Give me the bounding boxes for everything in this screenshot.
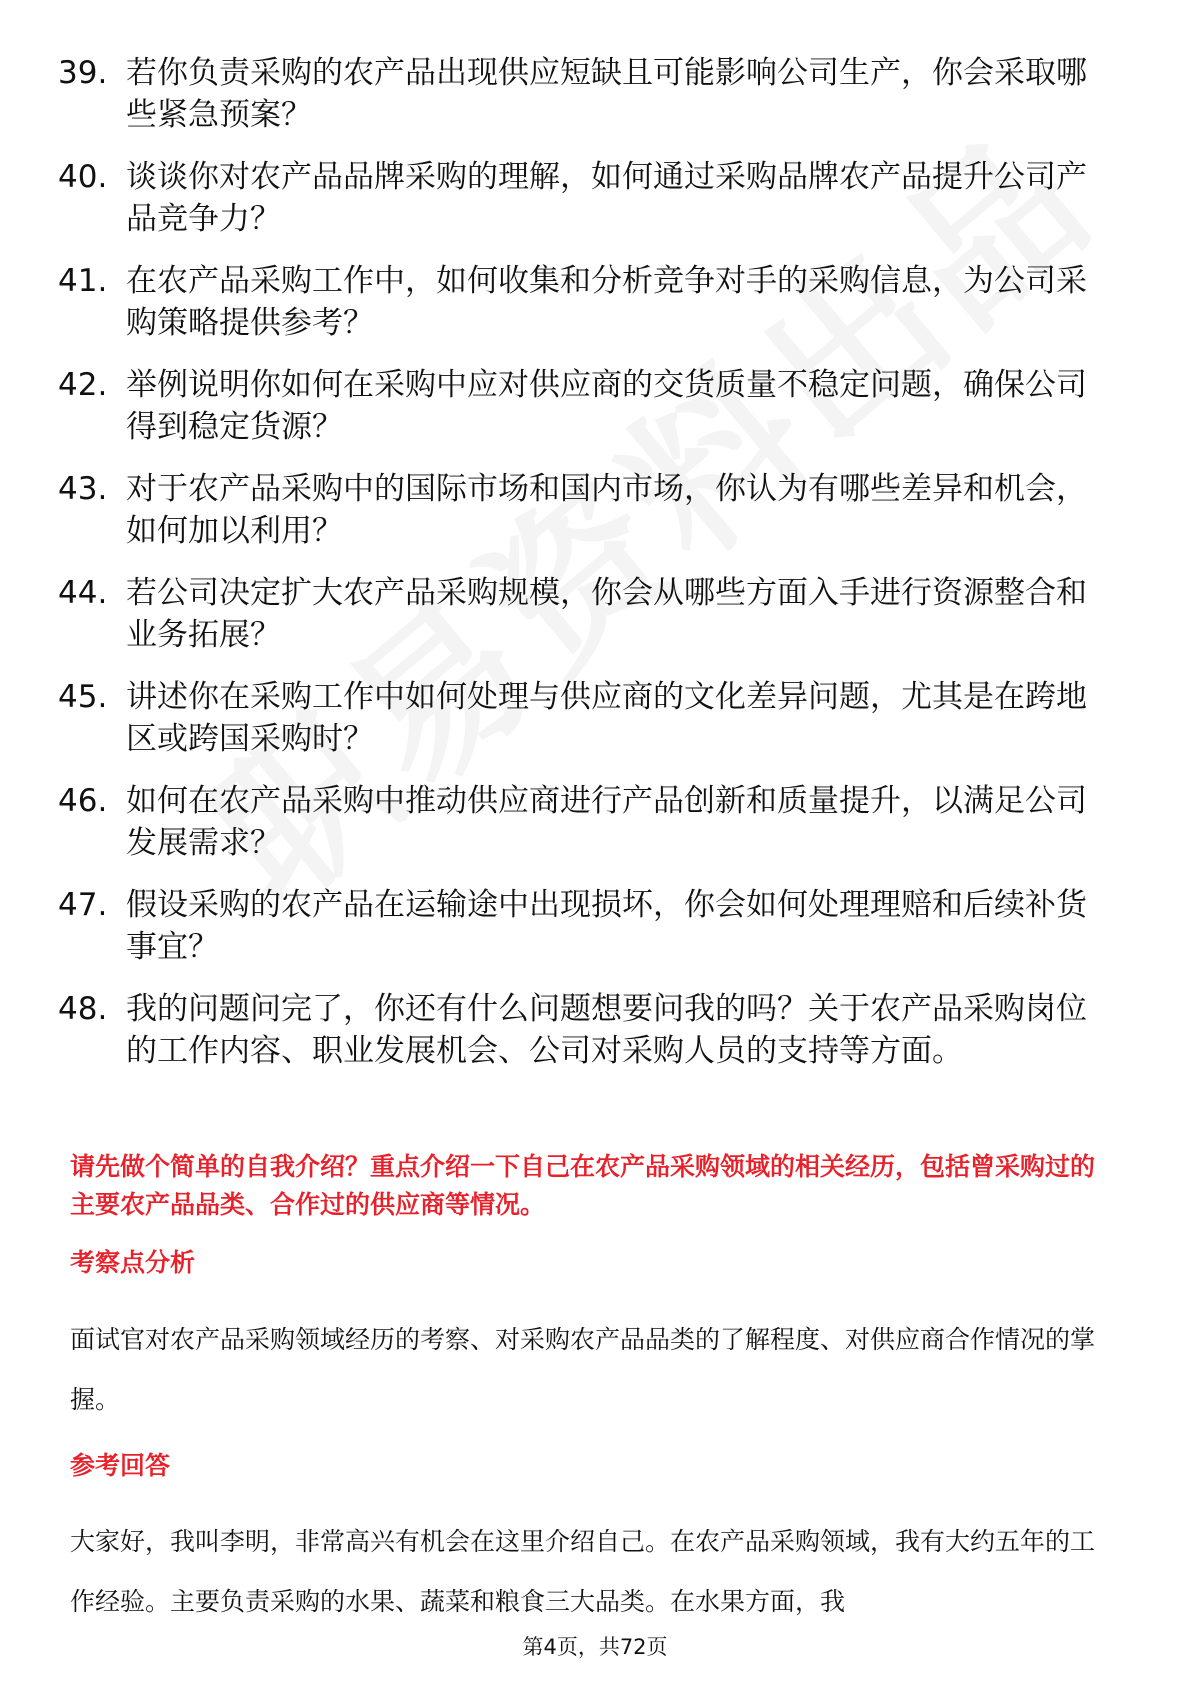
question-number: 43. <box>58 471 108 507</box>
question-text: 谈谈你对农产品品牌采购的理解，如何通过采购品牌农产品提升公司产品竞争力？ <box>126 159 1087 237</box>
list-item <box>58 468 1110 552</box>
analysis-title: 考察点分析 <box>70 1248 196 1277</box>
question-text: 如何在农产品采购中推动供应商进行产品创新和质量提升，以满足公司发展需求？ <box>126 783 1087 861</box>
page-footer: 第4页，共72页 <box>522 1635 668 1659</box>
question-text: 讲述你在采购工作中如何处理与供应商的文化差异问题，尤其是在跨地区或跨国采购时？ <box>126 679 1087 757</box>
question-number: 41. <box>58 263 108 299</box>
list-item <box>58 156 1110 240</box>
question-text: 假设采购的农产品在运输途中出现损坏，你会如何处理理赔和后续补货事宜？ <box>126 887 1087 965</box>
question-number: 44. <box>58 575 108 611</box>
question-text: 我的问题问完了，你还有什么问题想要问我的吗？关于农产品采购岗位的工作内容、职业发展机会、公司对采购人员的支持等方面。 <box>126 991 1087 1069</box>
question-number: 42. <box>58 367 108 403</box>
question-text: 对于农产品采购中的国际市场和国内市场，你认为有哪些差异和机会，如何加以利用？ <box>126 471 1087 549</box>
question-text: 在农产品采购工作中，如何收集和分析竞争对手的采购信息，为公司采购策略提供参考？ <box>126 263 1087 341</box>
list-item <box>58 52 1110 136</box>
question-number: 48. <box>58 991 108 1027</box>
highlight-question: 请先做个简单的自我介绍？重点介绍一下自己在农产品采购领域的相关经历，包括曾采购过的主要农产品品类、合作过的供应商等情况。 <box>70 1152 1096 1219</box>
question-number: 47. <box>58 887 108 923</box>
list-item <box>58 780 1110 864</box>
question-number: 39. <box>58 55 108 91</box>
question-number: 46. <box>58 783 108 819</box>
question-number: 40. <box>58 159 108 195</box>
answer-title: 参考回答 <box>70 1451 171 1480</box>
list-item <box>58 884 1110 968</box>
list-item <box>58 364 1110 448</box>
answer-text: 大家好，我叫李明，非常高兴有机会在这里介绍自己。在农产品采购领域，我有大约五年的工作经验。主要负责采购的水果、蔬菜和粮食三大品类。在水果方面，我 <box>70 1527 1096 1616</box>
question-number: 45. <box>58 679 108 715</box>
list-item <box>58 260 1110 344</box>
list-item <box>58 676 1110 760</box>
list-item <box>58 572 1110 656</box>
list-item <box>58 988 1110 1072</box>
analysis-text: 面试官对农产品采购领域经历的考察、对采购农产品品类的了解程度、对供应商合作情况的掌握。 <box>70 1325 1096 1414</box>
question-text: 若公司决定扩大农产品采购规模，你会从哪些方面入手进行资源整合和业务拓展？ <box>126 575 1087 653</box>
question-list <box>58 52 1110 1092</box>
question-text: 若你负责采购的农产品出现供应短缺且可能影响公司生产，你会采取哪些紧急预案？ <box>126 55 1087 133</box>
question-text: 举例说明你如何在采购中应对供应商的交货质量不稳定问题，确保公司得到稳定货源？ <box>126 367 1087 445</box>
